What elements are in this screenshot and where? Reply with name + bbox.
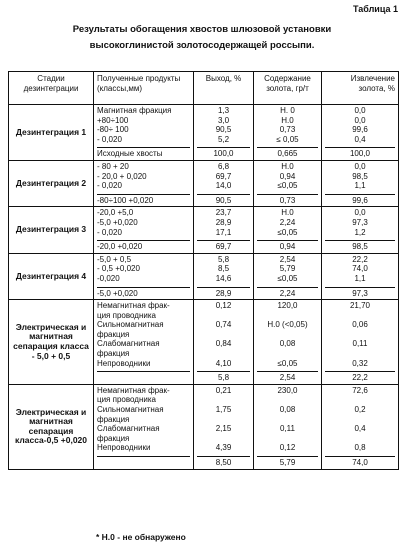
recovery-value: 22,2 <box>352 254 368 264</box>
yield-value: 28,9 <box>215 217 232 227</box>
product-value: -0,020 <box>97 273 120 283</box>
recovery-total: 74,0 <box>325 456 395 468</box>
product-value: - 0,020 <box>97 181 122 191</box>
recovery-value <box>325 330 395 340</box>
product-value: Магнитная фракция <box>97 106 172 115</box>
yield-value: 2,15 <box>215 424 232 434</box>
recovery-total: 99,6 <box>325 194 395 206</box>
recovery-value: 0,0 <box>354 115 366 125</box>
stage-label: Электрическая и магнитная сепарация класса-0,5 +0,020 <box>9 384 94 469</box>
yield-value: 14,0 <box>215 181 232 191</box>
product-value: фракция <box>97 414 130 424</box>
recovery-value: 0,4 <box>354 424 366 434</box>
yield-total: 90,5 <box>197 194 250 206</box>
recovery-value: 97,3 <box>352 217 368 227</box>
product-value: фракция <box>97 433 130 443</box>
product-value: - 0,020 <box>97 227 122 237</box>
product-value: Непроводники <box>97 358 151 368</box>
yield-value: 23,7 <box>215 208 232 218</box>
stage-label: Дезинтеграция 4 <box>9 253 94 299</box>
yield-value <box>197 349 250 359</box>
recovery-total: 100,0 <box>325 147 395 159</box>
table-row <box>9 207 399 253</box>
product-value: - 0,020 <box>97 134 122 144</box>
yield-value <box>197 415 250 425</box>
content-value: ≤0,05 <box>277 181 298 191</box>
content-total: 0,665 <box>257 147 318 159</box>
table-row <box>9 160 399 206</box>
product-value: фракция <box>97 349 130 359</box>
recovery-value: 1,2 <box>354 227 366 237</box>
recovery-value: 98,5 <box>352 171 368 181</box>
product-total <box>97 456 190 468</box>
content-value: 230,0 <box>277 385 298 395</box>
content-value <box>257 415 318 425</box>
recovery-value: 74,0 <box>352 264 368 274</box>
content-value: Н.0 <box>281 208 294 218</box>
content-value: 0,08 <box>279 405 296 415</box>
recovery-value <box>325 415 395 425</box>
yield-value: 5,2 <box>217 134 230 144</box>
recovery-value <box>325 434 395 444</box>
product-total: -80÷100 +0,020 <box>97 194 190 206</box>
yield-value: 0,21 <box>215 385 232 395</box>
yield-value <box>197 330 250 340</box>
product-total: -5,0 +0,020 <box>97 287 190 299</box>
content-value: 0,73 <box>279 125 296 135</box>
stage-label: Электрическая и магнитная сепарация класса - 5,0 + 0,5 <box>9 300 94 385</box>
content-value: ≤0,05 <box>277 273 298 283</box>
content-value: ≤0,05 <box>277 227 298 237</box>
table-header-row <box>9 72 399 105</box>
yield-value <box>197 311 250 321</box>
content-value: 0,12 <box>279 443 296 453</box>
product-value: Немагнитная фрак- <box>97 301 170 311</box>
content-value: 0,08 <box>279 339 296 349</box>
stage-label: Дезинтеграция 3 <box>9 207 94 253</box>
content-value: Н. 0 <box>280 106 295 115</box>
yield-value: 1,75 <box>215 405 232 415</box>
product-total: -20,0 +0,020 <box>97 240 190 252</box>
results-table <box>8 71 399 470</box>
recovery-value <box>325 311 395 321</box>
recovery-value <box>325 395 395 405</box>
yield-value: 5,8 <box>217 254 230 264</box>
recovery-value: 1,1 <box>354 273 366 283</box>
product-value: -80÷ 100 <box>97 125 129 135</box>
recovery-value: 0,32 <box>352 358 368 368</box>
yield-value: 1,3 <box>217 106 230 115</box>
recovery-value <box>325 349 395 359</box>
recovery-value: 0,2 <box>354 405 366 415</box>
table-row <box>9 384 399 469</box>
content-value: 5,79 <box>279 264 296 274</box>
yield-total: 8,50 <box>197 456 250 468</box>
product-value: +80÷100 <box>97 115 129 125</box>
recovery-value: 99,6 <box>352 125 368 135</box>
product-value: Немагнитная фрак- <box>97 385 170 395</box>
footnote: * Н.0 - не обнаружено <box>96 532 186 542</box>
yield-value: 90,5 <box>215 125 232 135</box>
stage-label: Дезинтеграция 2 <box>9 160 94 206</box>
content-value: Н.0 (<0,05) <box>267 320 308 330</box>
title-line-1: Результаты обогащения хвостов шлюзовой установки <box>72 24 332 35</box>
content-value: ≤0,05 <box>277 358 298 368</box>
product-value: -5,0 + 0,5 <box>97 254 132 264</box>
recovery-value: 0,0 <box>354 208 366 218</box>
yield-value: 0,74 <box>215 320 232 330</box>
content-value: 0,94 <box>279 171 296 181</box>
recovery-value: 0,0 <box>354 161 366 171</box>
content-value: 0,11 <box>280 424 295 434</box>
product-value: Слабомагнитная <box>97 424 160 434</box>
table-row <box>9 300 399 385</box>
content-value: 120,0 <box>277 301 298 311</box>
content-total: 0,73 <box>257 194 318 206</box>
yield-value: 17,1 <box>215 227 232 237</box>
content-value: 2,24 <box>279 217 296 227</box>
yield-value <box>197 395 250 405</box>
recovery-value: 0,8 <box>354 443 366 453</box>
header-products: Полученные продукты (классы,мм) <box>94 72 194 105</box>
product-total <box>97 371 190 383</box>
recovery-total: 98,5 <box>325 240 395 252</box>
product-value: ция проводника <box>97 310 156 320</box>
yield-total: 100,0 <box>197 147 250 159</box>
product-value: ция проводника <box>97 395 156 405</box>
content-total: 2,24 <box>257 287 318 299</box>
recovery-value: 0,4 <box>354 134 366 144</box>
yield-value <box>197 434 250 444</box>
recovery-value: 0,0 <box>354 106 366 115</box>
header-recovery: Извлечение золота, % <box>322 72 399 105</box>
recovery-value: 1,1 <box>354 181 366 191</box>
content-value: Н.0 <box>281 115 294 125</box>
product-total: Исходные хвосты <box>97 147 190 159</box>
product-value: - 20,0 + 0,020 <box>97 171 147 181</box>
content-value: 2,54 <box>279 254 296 264</box>
yield-value: 0,12 <box>215 301 232 311</box>
content-total: 0,94 <box>257 240 318 252</box>
recovery-value: 0,06 <box>352 320 368 330</box>
yield-total: 5,8 <box>197 371 250 383</box>
content-value <box>257 311 318 321</box>
yield-value: 0,84 <box>215 339 232 349</box>
product-value: - 0,5 +0,020 <box>97 264 140 274</box>
product-value: Сильномагнитная <box>97 405 164 415</box>
stage-label: Дезинтеграция 1 <box>9 105 94 161</box>
yield-value: 3,0 <box>217 115 230 125</box>
recovery-total: 22,2 <box>325 371 395 383</box>
content-value <box>257 330 318 340</box>
recovery-value: 21,70 <box>349 301 371 311</box>
table-number: Таблица 1 <box>352 4 398 14</box>
yield-value: 69,7 <box>215 171 232 181</box>
header-yield: Выход, % <box>194 72 254 105</box>
table-row <box>9 253 399 299</box>
product-value: Слабомагнитная <box>97 339 160 349</box>
product-value: Сильномагнитная <box>97 320 164 330</box>
yield-total: 69,7 <box>197 240 250 252</box>
product-value: фракция <box>97 329 130 339</box>
yield-total: 28,9 <box>197 287 250 299</box>
recovery-value: 0,11 <box>352 339 368 349</box>
yield-value: 6,8 <box>217 161 230 171</box>
header-content: Содержание золота, гр/т <box>254 72 322 105</box>
recovery-total: 97,3 <box>325 287 395 299</box>
yield-value: 8,5 <box>217 264 230 274</box>
yield-value: 4,39 <box>215 443 232 453</box>
recovery-value: 72,6 <box>352 385 368 395</box>
content-value <box>257 434 318 444</box>
product-value: -20,0 +5,0 <box>97 208 134 218</box>
content-value: ≤ 0,05 <box>276 134 299 144</box>
product-value: - 80 + 20 <box>97 161 129 171</box>
content-value <box>257 395 318 405</box>
content-value: Н.0 <box>281 161 294 171</box>
table-row <box>9 105 399 161</box>
title-line-2: высокоглинистой золотосодержащей россыпи. <box>89 40 315 51</box>
yield-value: 4,10 <box>215 358 232 368</box>
yield-value: 14,6 <box>215 273 232 283</box>
content-value <box>257 349 318 359</box>
table-title <box>0 22 404 54</box>
content-total: 2,54 <box>257 371 318 383</box>
product-value: -5,0 +0,020 <box>97 217 138 227</box>
content-total: 5,79 <box>257 456 318 468</box>
product-value: Непроводники <box>97 443 151 453</box>
header-stage: Стадии дезинтеграции <box>9 72 94 105</box>
